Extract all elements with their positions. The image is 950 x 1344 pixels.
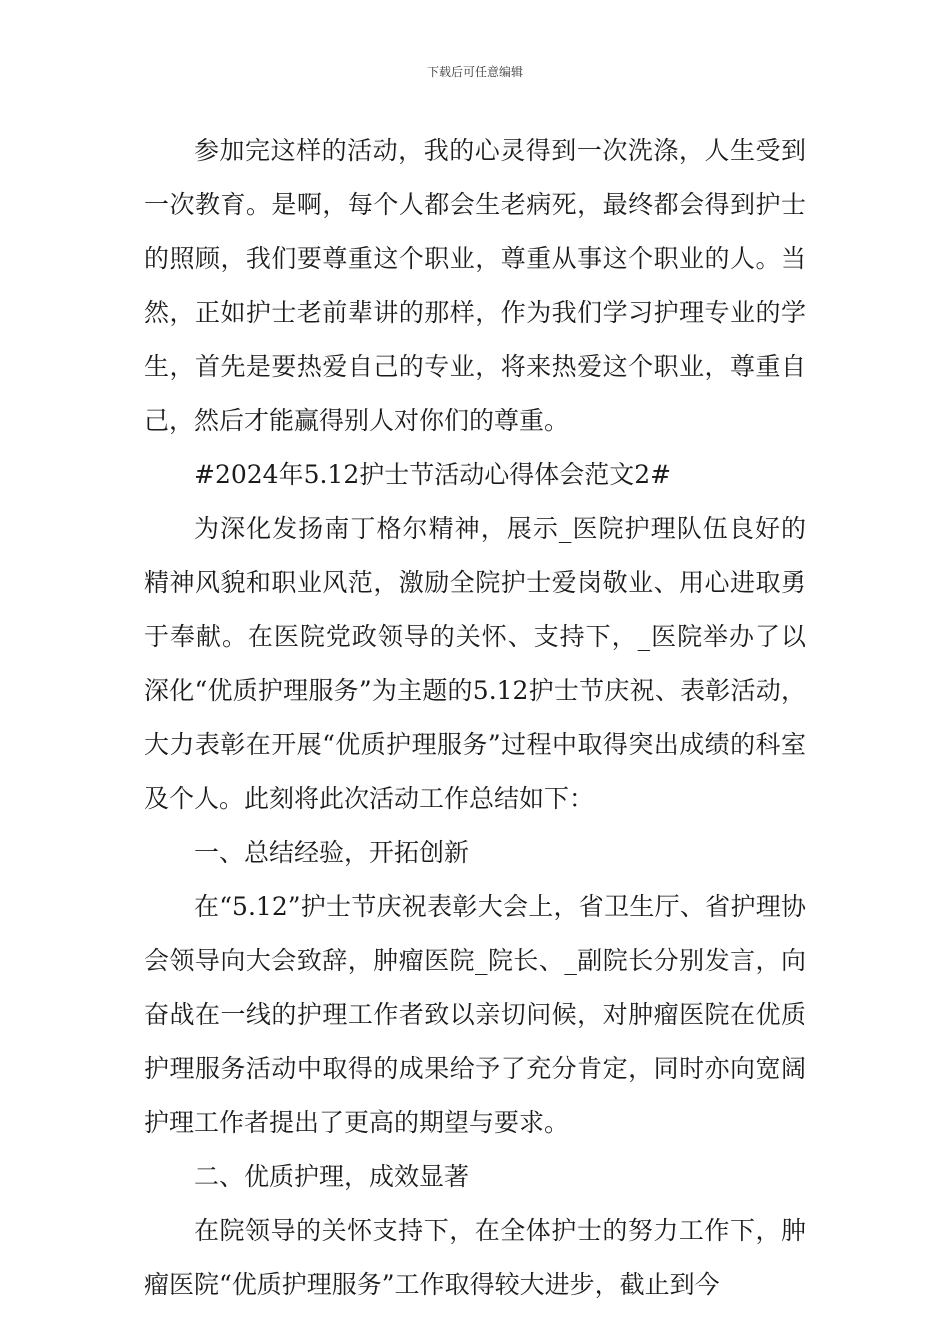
paragraph-introduction: 为深化发扬南丁格尔精神，展示_医院护理队伍良好的精神风貌和职业风范，激励全院护士爱岗敬业、用心进取勇于奉献。在医院党政领导的关怀、支持下，_医院举办了以深化“优质护理服务”为主题的5.12护士节庆祝、表彰活动，大力表彰在开展“优质护理服务”过程中取得突出成绩的科室及个人。此刻将此次活动工作总结如下：: [144, 514, 806, 813]
paragraph-reflection: 参加完这样的活动，我的心灵得到一次洗涤，人生受到一次教育。是啊，每个人都会生老病死，最终都会得到护士的照顾，我们要尊重这个职业，尊重从事这个职业的人。当然，正如护士老前辈讲的那样，作为我们学习护理专业的学生，首先是要热爱自己的专业，将来热爱这个职业，尊重自己，然后才能赢得别人对你们的尊重。: [144, 136, 806, 435]
page-header: 下载后可任意编辑: [426, 65, 523, 79]
paragraph-ceremony: 在“5.12”护士节庆祝表彰大会上，省卫生厅、省护理协会领导向大会致辞，肿瘤医院_院长、_副院长分别发言，向奋战在一线的护理工作者致以亲切问候，对肿瘤医院在优质护理服务活动中取得的成果给予了充分肯定，同时亦向宽阔护理工作者提出了更高的期望与要求。: [144, 892, 806, 1137]
heading-summary-experience: 一、总结经验，开拓创新: [194, 838, 470, 867]
heading-quality-nursing: 二、优质护理，成效显著: [194, 1162, 470, 1191]
section-title-essay-2: #2024年5.12护士节活动心得体会范文2#: [194, 460, 672, 489]
document-body: [144, 124, 806, 1312]
paragraph-quality-progress: 在院领导的关怀支持下，在全体护士的努力工作下，肿瘤医院“优质护理服务”工作取得较大进步，截止到今: [144, 1216, 806, 1299]
